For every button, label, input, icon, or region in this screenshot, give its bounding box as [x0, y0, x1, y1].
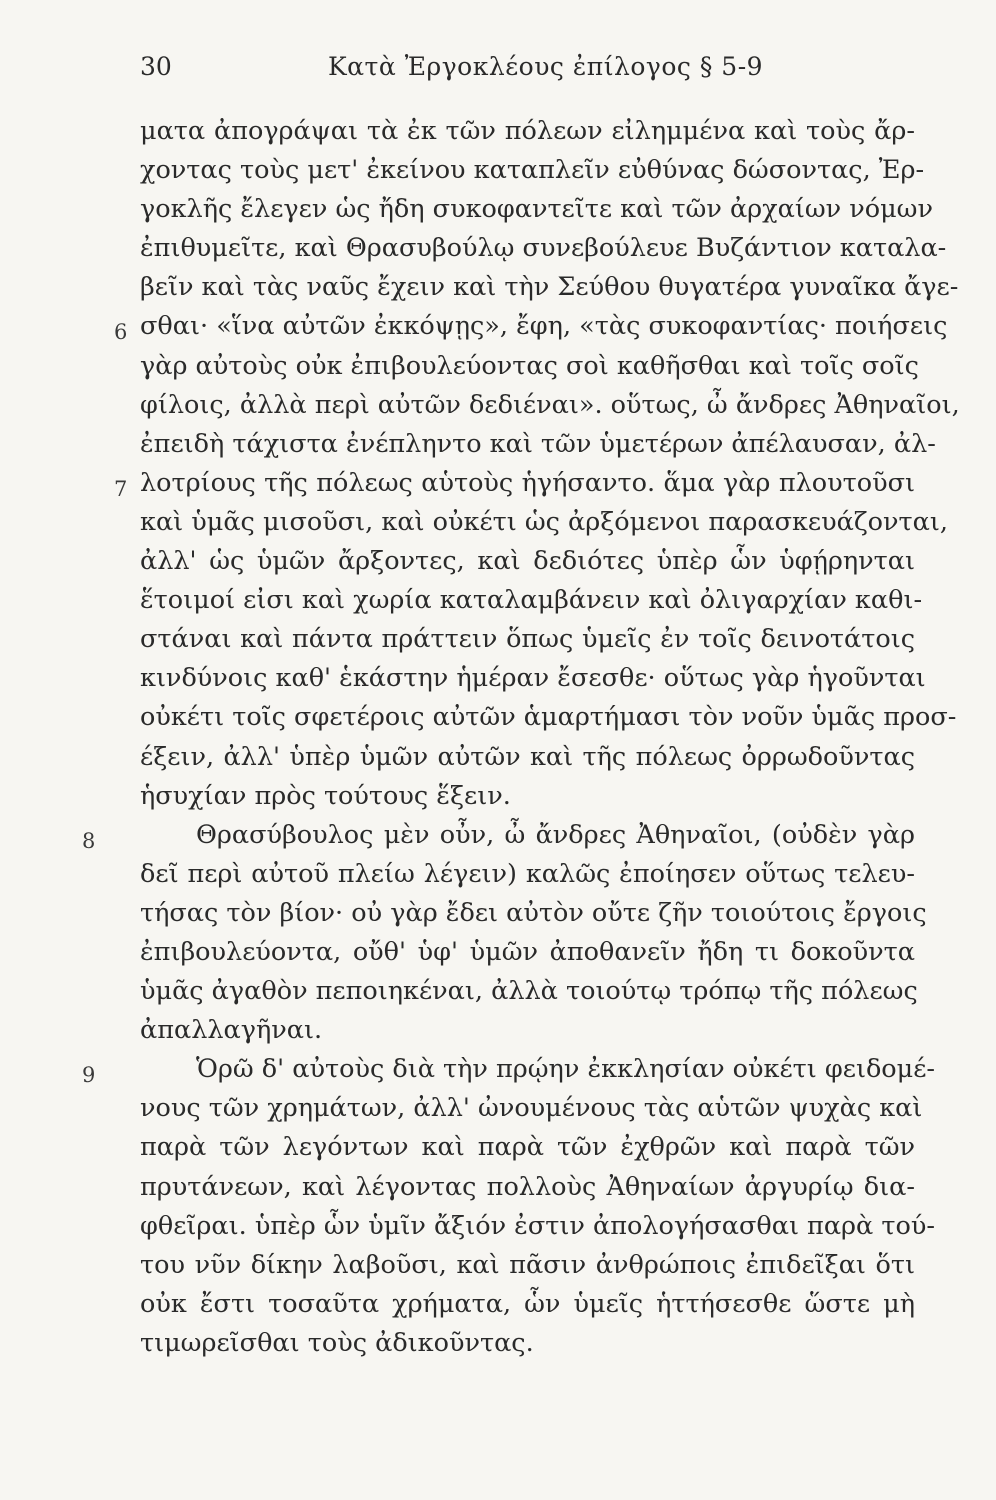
line-text: οὐκ ἔστι τοσαῦτα χρήματα, ὧν ὑμεῖς ἡττήσεσθε ὥστε μὴ	[140, 1288, 915, 1319]
text-line	[114, 464, 915, 503]
line-text: ἐπειδὴ τάχιστα ἐνέπληντο καὶ τῶν ὑμετέρων ἀπέλαυσαν, ἀλ-	[140, 428, 936, 459]
text-line	[140, 894, 927, 933]
text-line	[140, 738, 915, 777]
line-text: γὰρ αὐτοὺς οὐκ ἐπιβουλεύοντας σοὶ καθῆσθαι καὶ τοῖς σοῖς	[140, 350, 919, 381]
line-text: δεῖ περὶ αὐτοῦ πλείω λέγειν) καλῶς ἐποίησεν οὕτως τελευ-	[140, 858, 915, 889]
text-line	[140, 698, 957, 737]
line-text: τήσας τὸν βίον· οὐ γὰρ ἔδει αὐτὸν οὔτε ζῆν τοιούτοις ἔργοις	[140, 897, 927, 928]
section-number: 7	[114, 476, 128, 501]
text-line	[140, 777, 915, 816]
text-line	[140, 855, 915, 894]
line-text: ἡσυχίαν πρὸς τούτους ἕξειν.	[140, 780, 511, 811]
line-text: νους τῶν χρημάτων, ἀλλ' ὠνουμένους τὰς αὑτῶν ψυχὰς καὶ	[140, 1093, 923, 1124]
text-line	[114, 307, 948, 346]
line-text: ὑμᾶς ἀγαθὸν πεποιηκέναι, ἀλλὰ τοιούτῳ τρόπῳ τῆς πόλεως	[140, 976, 918, 1007]
line-text: πρυτάνεων, καὶ λέγοντας πολλοὺς Ἀθηναίων ἀργυρίῳ δια-	[140, 1171, 915, 1202]
text-line	[140, 1207, 935, 1246]
line-text: ἐπιβουλεύοντα, οὔθ' ὑφ' ὑμῶν ἀποθανεῖν ἤδη τι δοκοῦντα	[140, 936, 915, 967]
text-line	[140, 1011, 915, 1050]
line-text: καὶ ὑμᾶς μισοῦσι, καὶ οὐκέτι ὡς ἀρξόμενοι παρασκευάζονται,	[140, 506, 948, 537]
text-line	[140, 581, 923, 620]
text-line	[140, 151, 925, 190]
text-line	[140, 1285, 915, 1324]
text-line	[140, 425, 936, 464]
line-text: ἀπαλλαγῆναι.	[140, 1015, 323, 1046]
text-line	[140, 347, 919, 386]
line-text: Ὁρῶ δ' αὐτοὺς διὰ τὴν πρῴην ἐκκλησίαν οὐκέτι φειδομέ-	[196, 1054, 936, 1085]
text-line	[140, 386, 960, 425]
line-text: οὐκέτι τοῖς σφετέροις αὐτῶν ἁμαρτήμασι τὸν νοῦν ὑμᾶς προσ-	[140, 702, 957, 733]
text-line	[140, 1168, 915, 1207]
text-line	[140, 229, 947, 268]
text-line	[140, 503, 948, 542]
line-text: ἐπιθυμεῖτε, καὶ Θρασυβούλῳ συνεβούλευε Βυζάντιον καταλα-	[140, 233, 947, 264]
line-text: φίλοις, ἀλλὰ περὶ αὐτῶν δεδιέναι». οὕτως, ὦ ἄνδρες Ἀθηναῖοι,	[140, 389, 960, 420]
line-text: ἀλλ' ὡς ὑμῶν ἄρξοντες, καὶ δεδιότες ὑπὲρ ὧν ὑφῄρηνται	[140, 546, 915, 577]
line-text: φθεῖραι. ὑπὲρ ὧν ὑμῖν ἄξιόν ἐστιν ἀπολογήσασθαι παρὰ τού-	[140, 1210, 935, 1241]
text-line	[140, 972, 918, 1011]
line-text: στάναι καὶ πάντα πράττειν ὅπως ὑμεῖς ἐν τοῖς δεινοτάτοις	[140, 624, 915, 655]
line-text: βεῖν καὶ τὰς ναῦς ἔχειν καὶ τὴν Σεύθου θυγατέρα γυναῖκα ἄγε-	[140, 272, 959, 303]
text-line	[140, 1089, 923, 1128]
page-number: 30	[140, 52, 172, 81]
line-text: σθαι· «ἵνα αὐτῶν ἐκκόψῃς», ἔφη, «τὰς συκοφαντίας· ποιήσεις	[140, 311, 948, 342]
line-text: κινδύνοις καθ' ἑκάστην ἡμέραν ἔσεσθε· οὕτως γὰρ ἡγοῦνται	[140, 663, 926, 694]
text-line	[82, 816, 915, 855]
text-line	[140, 1324, 915, 1363]
line-text: χοντας τοὺς μετ' ἐκείνου καταπλεῖν εὐθύνας δώσοντας, Ἐρ-	[140, 155, 925, 186]
text-line	[140, 1128, 915, 1167]
text-line	[140, 268, 959, 307]
section-number: 8	[82, 828, 96, 853]
section-number: 6	[114, 320, 128, 345]
line-text: του νῦν δίκην λαβοῦσι, καὶ πᾶσιν ἀνθρώποις ἐπιδεῖξαι ὅτι	[140, 1249, 915, 1280]
text-line	[140, 112, 915, 151]
line-text: ἕτοιμοί εἰσι καὶ χωρία καταλαμβάνειν καὶ ὀλιγαρχίαν καθι-	[140, 585, 923, 616]
text-line	[82, 1050, 936, 1089]
text-line	[140, 1246, 915, 1285]
line-text: λοτρίους τῆς πόλεως αὑτοὺς ἡγήσαντο. ἅμα γὰρ πλουτοῦσι	[140, 467, 915, 498]
text-line	[140, 620, 915, 659]
text-line	[140, 933, 915, 972]
section-number: 9	[82, 1063, 96, 1088]
line-text: έξειν, ἀλλ' ὑπὲρ ὑμῶν αὐτῶν καὶ τῆς πόλεως ὀρρωδοῦντας	[140, 741, 915, 772]
text-line	[140, 542, 915, 581]
text-line	[140, 190, 933, 229]
running-head	[140, 52, 920, 92]
line-text: Θρασύβουλος μὲν οὖν, ὦ ἄνδρες Ἀθηναῖοι, (οὐδὲν γὰρ	[196, 819, 915, 850]
running-title: Κατὰ Ἐργοκλέους ἐπίλογος § 5-9	[328, 52, 764, 81]
line-text: ματα ἀπογράψαι τὰ ἐκ τῶν πόλεων εἰλημμένα καὶ τοὺς ἄρ-	[140, 116, 915, 146]
text-line	[140, 659, 926, 698]
line-text: παρὰ τῶν λεγόντων καὶ παρὰ τῶν ἐχθρῶν καὶ παρὰ τῶν	[140, 1132, 915, 1163]
body-text	[82, 112, 960, 1363]
line-text: τιμωρεῖσθαι τοὺς ἀδικοῦντας.	[140, 1327, 534, 1358]
line-text: γοκλῆς ἔλεγεν ὡς ἤδη συκοφαντεῖτε καὶ τῶν ἀρχαίων νόμων	[140, 194, 933, 225]
